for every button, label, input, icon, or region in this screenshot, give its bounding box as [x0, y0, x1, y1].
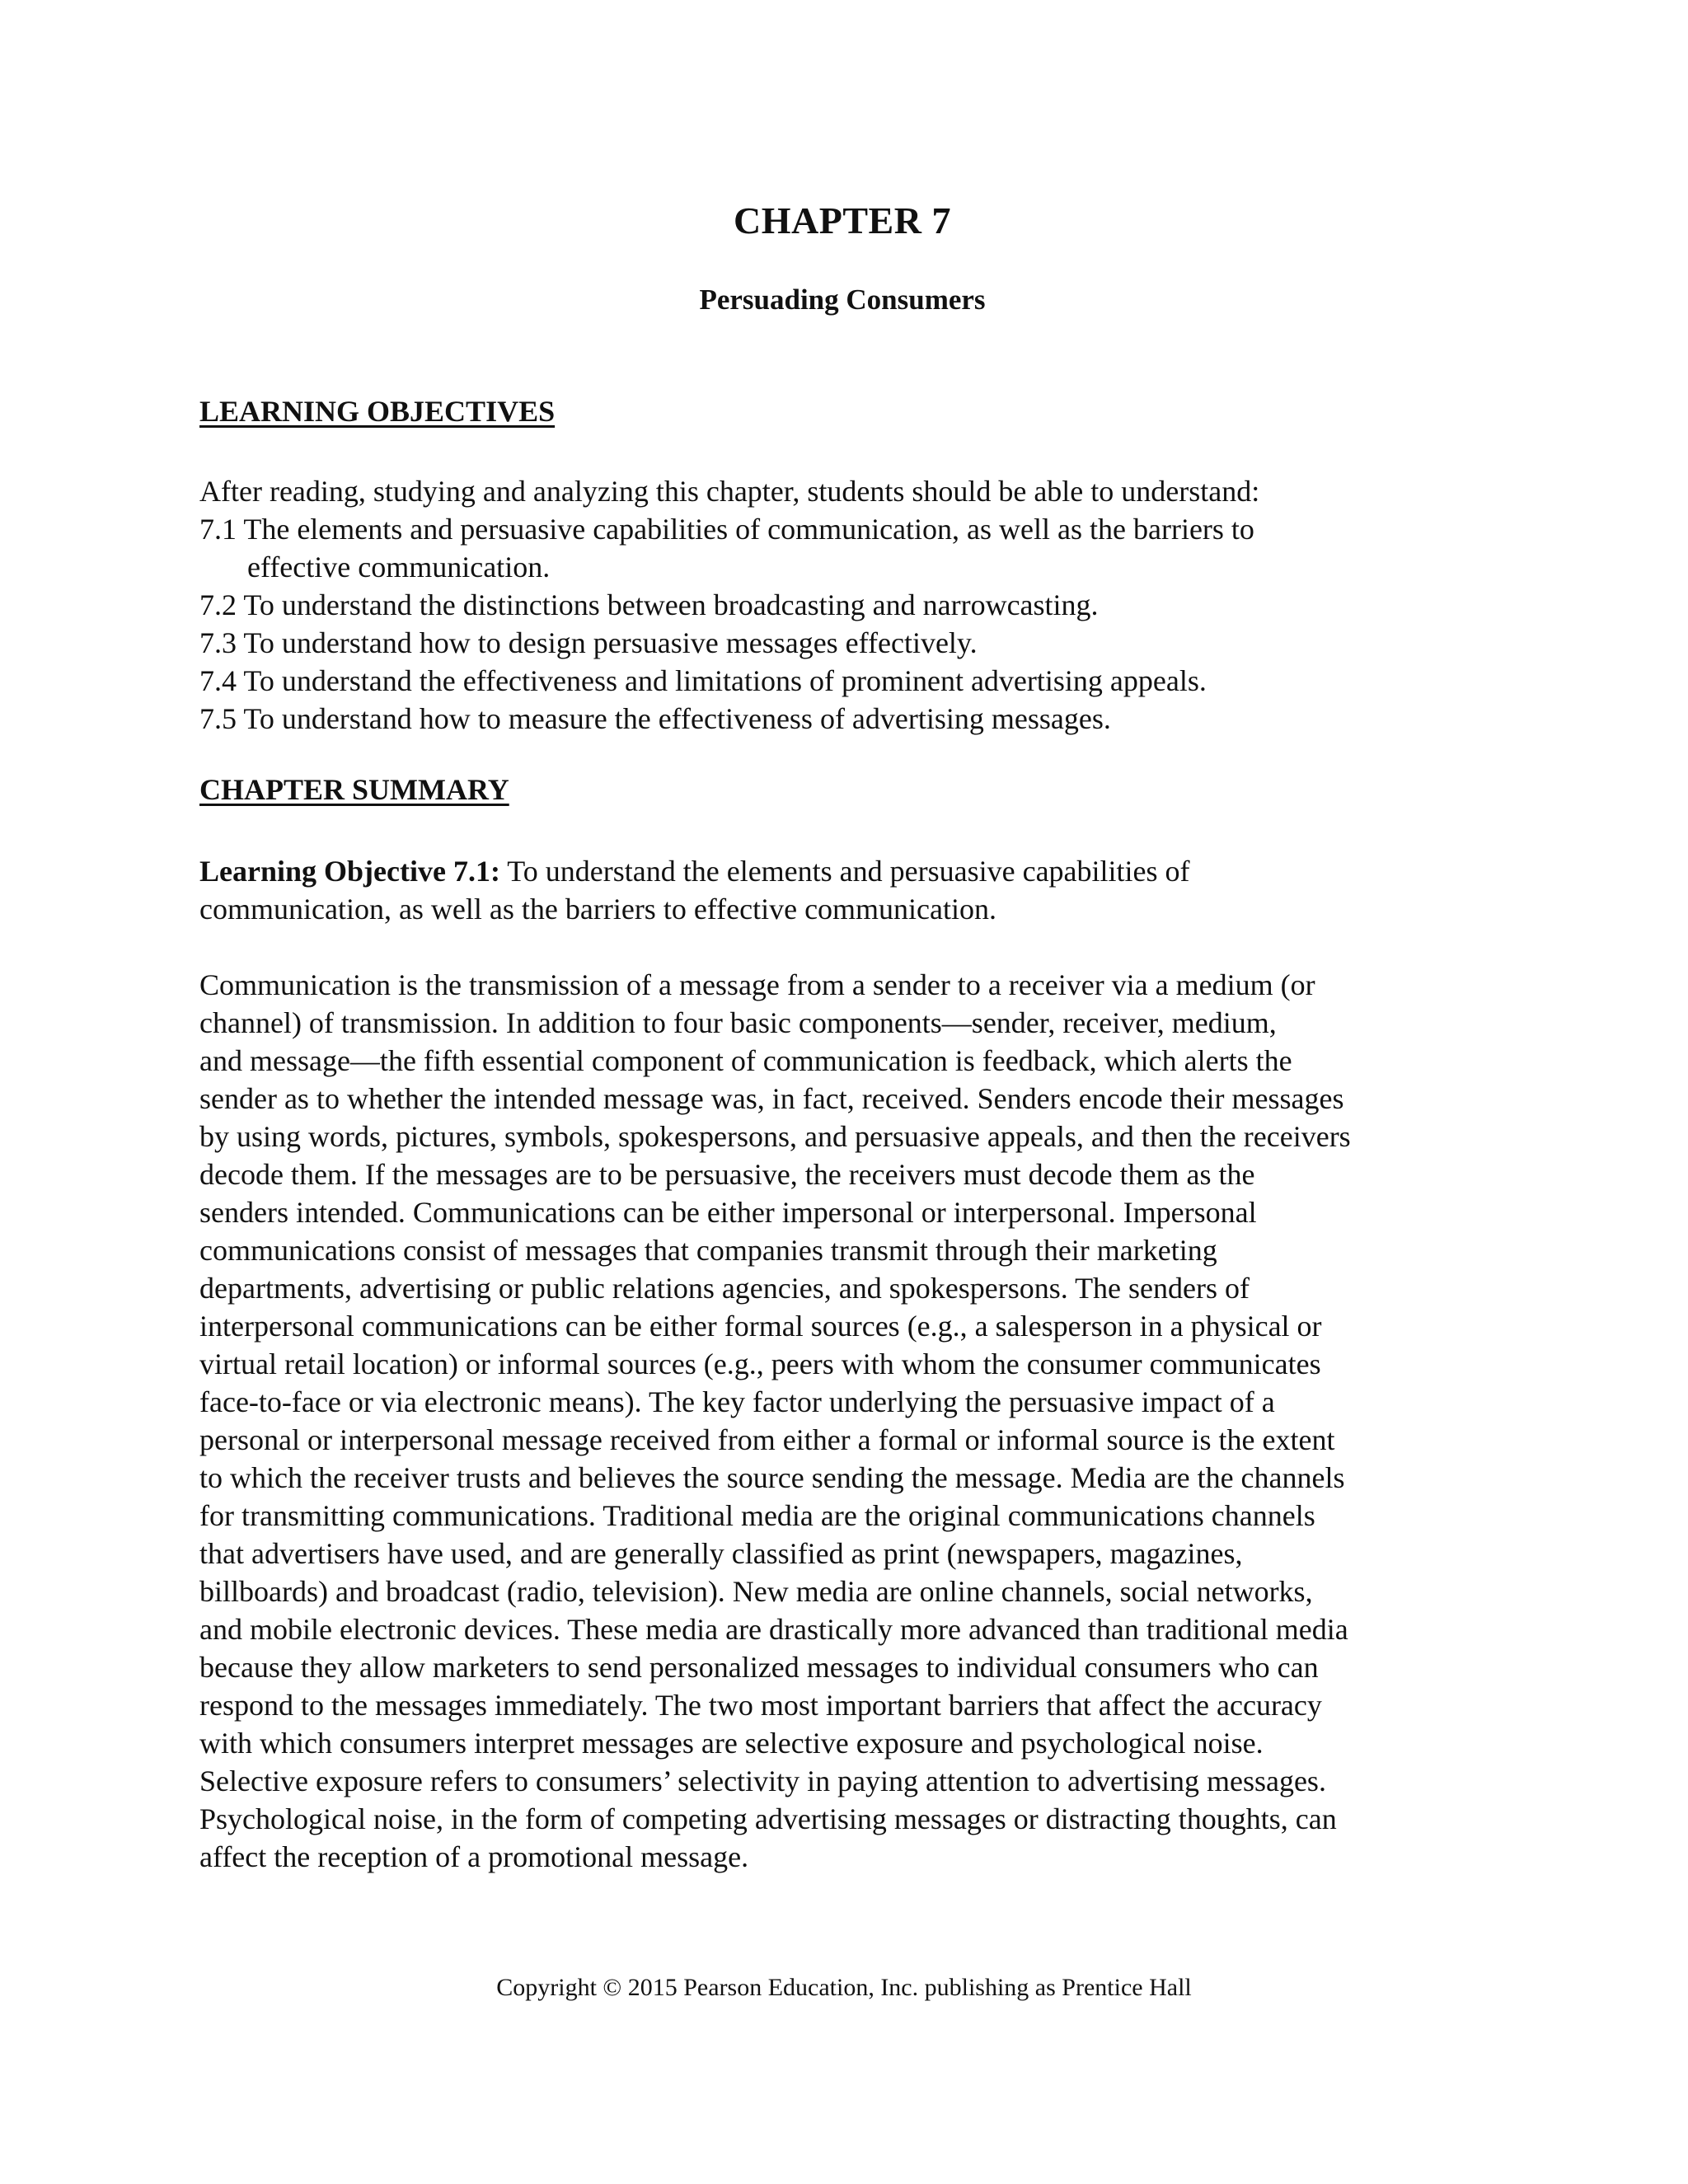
- paragraph-line: decode them. If the messages are to be persuasive, the receivers must decode them as the: [199, 1158, 1255, 1191]
- paragraph-line: channel) of transmission. In addition to four basic components—sender, receiver, medium,: [199, 1006, 1277, 1039]
- paragraph-line: to which the receiver trusts and believes the source sending the message. Media are the channels: [199, 1461, 1345, 1494]
- summary-paragraph: [199, 966, 1518, 1876]
- paragraph-line: and message—the fifth essential component of communication is feedback, which alerts the: [199, 1044, 1292, 1077]
- paragraph-line: communications consist of messages that companies transmit through their marketing: [199, 1234, 1217, 1267]
- paragraph-line: personal or interpersonal message received from either a formal or informal source is the extent: [199, 1423, 1335, 1456]
- paragraph-line: senders intended. Communications can be either impersonal or interpersonal. Impersonal: [199, 1196, 1257, 1229]
- paragraph-line: with which consumers interpret messages are selective exposure and psychological noise.: [199, 1727, 1264, 1760]
- paragraph-line: affect the reception of a promotional message.: [199, 1840, 749, 1873]
- chapter-subtitle: Persuading Consumers: [699, 284, 986, 316]
- paragraph-line: and mobile electronic devices. These media are drastically more advanced than traditional media: [199, 1613, 1348, 1646]
- paragraph-line: virtual retail location) or informal sources (e.g., peers with whom the consumer communicates: [199, 1347, 1321, 1380]
- paragraph-line: because they allow marketers to send personalized messages to individual consumers who can: [199, 1651, 1319, 1684]
- paragraph-line: face-to-face or via electronic means). The key factor underlying the persuasive impact of a: [199, 1385, 1275, 1418]
- paragraph-line: respond to the messages immediately. The two most important barriers that affect the accuracy: [199, 1689, 1322, 1722]
- objective-item: 7.2 To understand the distinctions between broadcasting and narrowcasting.: [199, 588, 1099, 621]
- learning-objective-line: communication, as well as the barriers to effective communication.: [199, 893, 997, 926]
- paragraph-line: Selective exposure refers to consumers’ selectivity in paying attention to advertising messages.: [199, 1765, 1326, 1797]
- paragraph-line: that advertisers have used, and are generally classified as print (newspapers, magazines,: [199, 1537, 1243, 1570]
- paragraph-line: interpersonal communications can be either formal sources (e.g., a salesperson in a physical or: [199, 1310, 1322, 1343]
- learning-objective-label: Learning Objective 7.1:: [199, 855, 500, 888]
- learning-objective-text: To understand the elements and persuasive capabilities of: [499, 855, 1190, 888]
- objective-item: 7.5 To understand how to measure the effectiveness of advertising messages.: [199, 702, 1111, 735]
- copyright-footer: Copyright © 2015 Pearson Education, Inc. publishing as Prentice Hall: [496, 1974, 1192, 2001]
- learning-objectives-heading: LEARNING OBJECTIVES: [199, 395, 556, 428]
- objective-item: 7.4 To understand the effectiveness and limitations of prominent advertising appeals.: [199, 664, 1207, 697]
- chapter-title: CHAPTER 7: [734, 199, 951, 241]
- paragraph-line: departments, advertising or public relations agencies, and spokespersons. The senders of: [199, 1272, 1250, 1305]
- objective-item: 7.3 To understand how to design persuasive messages effectively.: [199, 626, 978, 659]
- chapter-summary-heading: CHAPTER SUMMARY: [199, 773, 509, 806]
- learning-objective-statement: [199, 852, 1518, 928]
- paragraph-line: for transmitting communications. Traditional media are the original communications channels: [199, 1499, 1315, 1532]
- objective-item-continuation: effective communication.: [247, 551, 551, 583]
- paragraph-line: Communication is the transmission of a message from a sender to a receiver via a medium (or: [199, 968, 1315, 1001]
- paragraph-line: sender as to whether the intended message was, in fact, received. Senders encode their messages: [199, 1082, 1344, 1115]
- objective-item: 7.1 The elements and persuasive capabilities of communication, as well as the barriers to: [199, 513, 1254, 546]
- paragraph-line: by using words, pictures, symbols, spokespersons, and persuasive appeals, and then the receivers: [199, 1120, 1351, 1153]
- objectives-intro: After reading, studying and analyzing this chapter, students should be able to understand:: [199, 475, 1260, 508]
- learning-objectives-list: [199, 472, 1518, 738]
- learning-objective-line: [199, 852, 1518, 890]
- paragraph-line: Psychological noise, in the form of competing advertising messages or distracting thoughts, can: [199, 1802, 1337, 1835]
- paragraph-line: billboards) and broadcast (radio, television). New media are online channels, social networks,: [199, 1575, 1313, 1608]
